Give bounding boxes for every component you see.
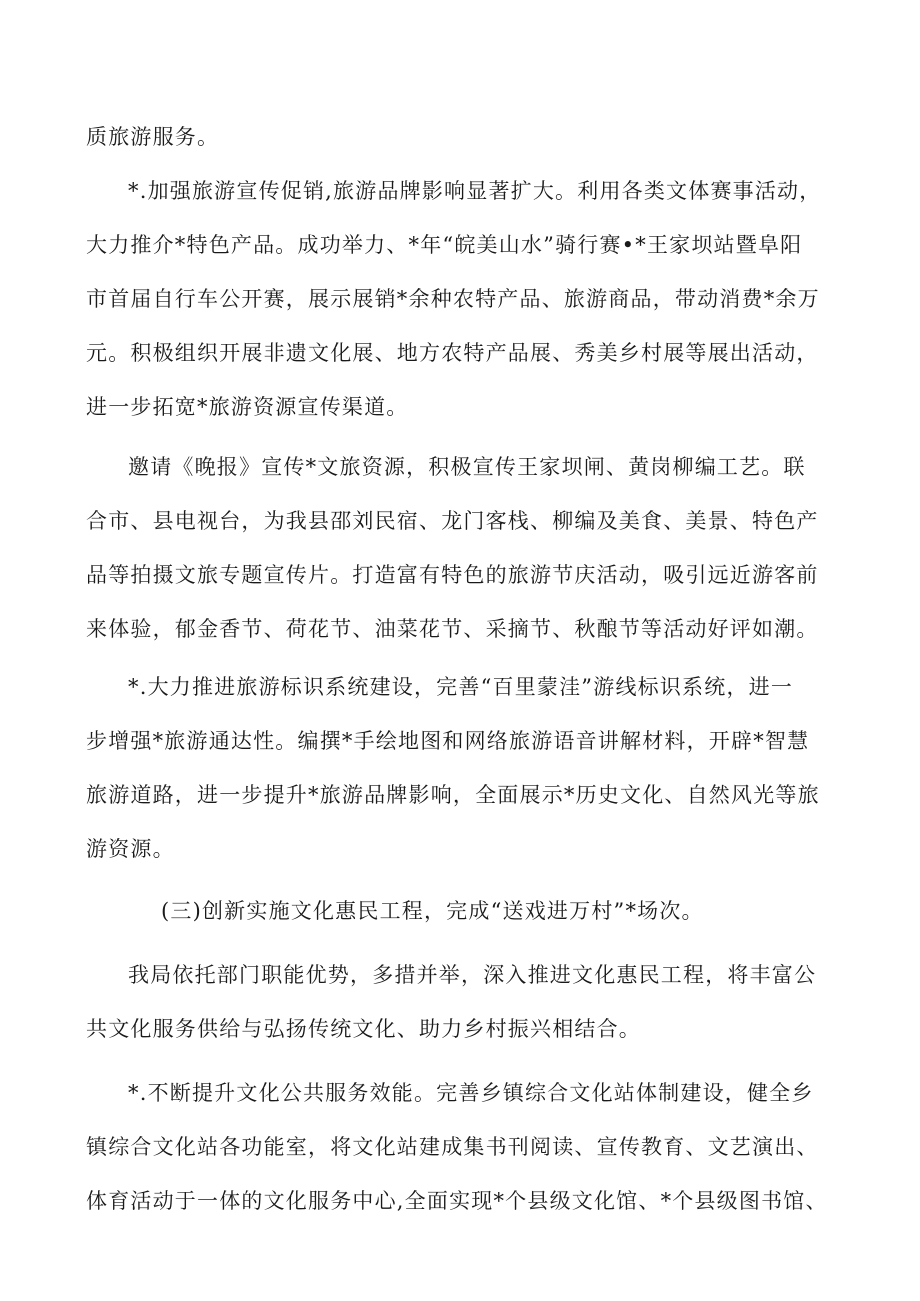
- text-line: 镇综合文化站各功能室，将文化站建成集书刊阅读、宣传教育、文艺演出、: [86, 1135, 819, 1159]
- text-line: 市首届自行车公开赛，展示展销*余种农特产品、旅游商品，带动消费*余万: [86, 287, 820, 311]
- text-line: 品等拍摄文旅专题宣传片。打造富有特色的旅游节庆活动，吸引远近游客前: [86, 563, 819, 587]
- section-heading: (三)创新实施文化惠民工程，完成“送戏进万村”*场次。: [161, 899, 704, 923]
- text-line: 游资源。: [86, 837, 175, 861]
- text-line: 质旅游服务。: [86, 125, 220, 149]
- text-line: 步增强*旅游通达性。编撰*手绘地图和网络旅游语音讲解材料，开辟*智慧: [86, 729, 810, 753]
- text-line: 元。积极组织开展非遗文化展、地方农特产品展、秀美乡村展等展出活动，: [86, 341, 819, 365]
- text-line: 邀请《晚报》宣传*文旅资源，积极宣传王家坝闸、黄岗柳编工艺。联: [128, 455, 806, 479]
- text-line: 大力推介*特色产品。成功举力、*年“皖美山水”骑行赛•*王家坝站暨阜阳: [86, 233, 803, 257]
- text-line: 共文化服务供给与弘扬传统文化、助力乡村振兴相结合。: [86, 1017, 641, 1041]
- text-line: 旅游道路，进一步提升*旅游品牌影响，全面展示*历史文化、自然风光等旅: [86, 783, 820, 807]
- text-line: *.不断提升文化公共服务效能。完善乡镇综合文化站体制建设，健全乡: [128, 1081, 814, 1105]
- text-line: 来体验，郁金香节、荷花节、油菜花节、采摘节、秋酿节等活动好评如潮。: [86, 617, 819, 641]
- text-line: 合市、县电视台，为我县邵刘民宿、龙门客栈、柳编及美食、美景、特色产: [86, 509, 819, 533]
- text-line: 体育活动于一体的文化服务中心,全面实现*个县级文化馆、*个县级图书馆、: [86, 1189, 828, 1213]
- text-line: 进一步拓宽*旅游资源宣传渠道。: [86, 395, 409, 419]
- text-line: *.加强旅游宣传促销,旅游品牌影响显著扩大。利用各类文体赛事活动，: [128, 179, 822, 203]
- text-line: *.大力推进旅游标识系统建设，完善“百里蒙洼”游线标识系统，进一: [128, 675, 794, 699]
- text-line: 我局依托部门职能优势，多措并举，深入推进文化惠民工程，将丰富公: [128, 963, 817, 987]
